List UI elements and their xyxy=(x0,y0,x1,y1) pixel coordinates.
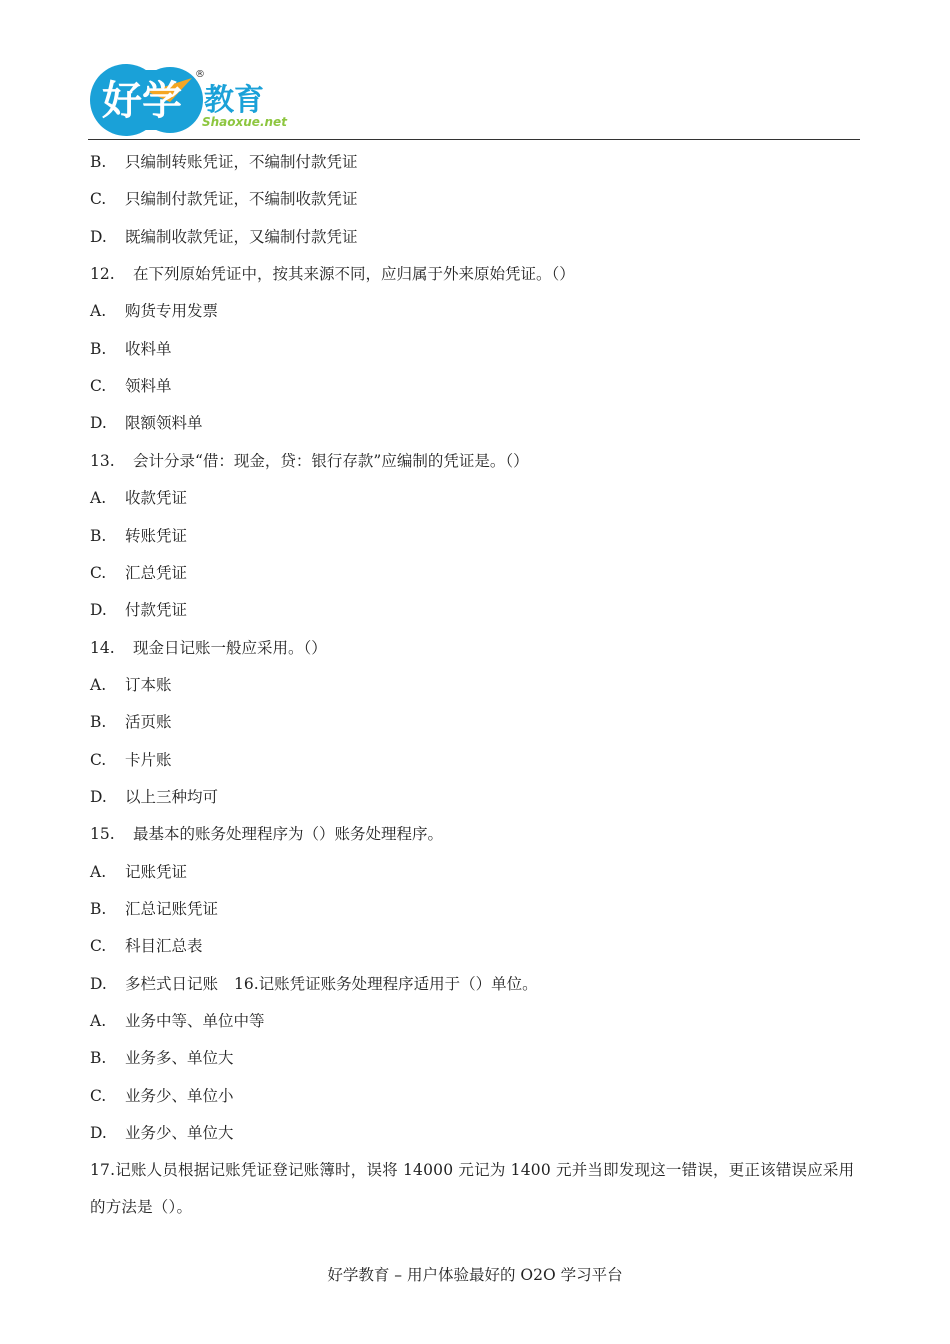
option-line xyxy=(90,675,172,695)
option-line xyxy=(90,1011,265,1031)
option-line xyxy=(90,974,538,994)
option-line xyxy=(90,189,358,209)
option-text: 业务中等、单位中等 xyxy=(125,1012,265,1031)
option-label: D. xyxy=(90,227,107,246)
option-text: 限额领料单 xyxy=(125,414,203,433)
option-label: B. xyxy=(90,1049,107,1068)
option-label: A. xyxy=(90,862,107,881)
page-header xyxy=(88,62,860,140)
option-line xyxy=(90,227,358,247)
option-text: 科目汇总表 xyxy=(125,937,203,956)
option-line xyxy=(90,376,172,396)
option-text: 付款凭证 xyxy=(125,601,188,620)
option-label: D. xyxy=(90,974,107,993)
option-text: 多栏式日记账 xyxy=(125,974,219,993)
shaoxue-logo xyxy=(88,62,288,140)
question-text: 会计分录“借：现金，贷：银行存款”应编制的凭证是。（） xyxy=(133,451,529,470)
logo-url-text: Shaoxue.net xyxy=(202,115,287,129)
question-number: 15. xyxy=(90,825,115,844)
option-label: C. xyxy=(90,1086,107,1105)
option-label: A. xyxy=(90,675,107,694)
option-label: C. xyxy=(90,377,107,396)
question-line xyxy=(90,451,529,471)
logo-registered-mark: ® xyxy=(195,69,205,80)
question-text: 最基本的账务处理程序为（）账务处理程序。 xyxy=(133,825,444,844)
option-line xyxy=(90,899,218,919)
option-text: 只编制转账凭证，不编制付款凭证 xyxy=(125,153,358,171)
question-text: 现金日记账一般应采用。（） xyxy=(133,638,327,657)
page-footer: 好学教育 – 用户体验最好的 O2O 学习平台 xyxy=(327,1266,623,1284)
question-17: 17.记账人员根据记账凭证登记账簿时，误将 14000 元记为 1400 元并当即发现这一错误，更正该错误应采用的方法是（）。 xyxy=(90,1161,855,1216)
logo-main-text: 好学 xyxy=(102,78,182,124)
option-line xyxy=(90,152,358,172)
option-line xyxy=(90,750,172,770)
option-text: 订本账 xyxy=(125,675,172,694)
option-line xyxy=(90,712,172,732)
question-text: 在下列原始凭证中，按其来源不同，应归属于外来原始凭证。（） xyxy=(133,265,575,284)
option-label: D. xyxy=(90,601,107,620)
option-label: B. xyxy=(90,713,107,732)
question-number: 14. xyxy=(90,638,115,657)
option-label: C. xyxy=(90,750,107,769)
option-label: D. xyxy=(90,1124,107,1143)
option-label: B. xyxy=(90,153,107,171)
option-label: A. xyxy=(90,302,107,321)
option-label: A. xyxy=(90,489,107,508)
option-text: 收料单 xyxy=(125,339,172,358)
option-line xyxy=(90,301,218,321)
option-line xyxy=(90,787,218,807)
option-line xyxy=(90,563,187,583)
option-text: 收款凭证 xyxy=(125,489,188,508)
option-text: 汇总凭证 xyxy=(125,563,188,582)
option-text: 转账凭证 xyxy=(125,526,188,545)
option-label: B. xyxy=(90,900,107,918)
option-text: 业务少、单位大 xyxy=(125,1124,234,1143)
header-divider xyxy=(88,139,860,140)
option-text: 既编制收款凭证，又编制付款凭证 xyxy=(125,227,358,246)
option-line xyxy=(90,526,187,546)
option-line xyxy=(90,600,187,620)
option-line xyxy=(90,413,203,433)
option-label: C. xyxy=(90,563,107,582)
option-text: 业务多、单位大 xyxy=(125,1049,234,1068)
option-text: 领料单 xyxy=(125,377,172,396)
option-label: C. xyxy=(90,937,107,956)
question-number: 12. xyxy=(90,265,115,284)
option-text: 卡片账 xyxy=(125,750,172,769)
question-line xyxy=(90,638,327,658)
option-line xyxy=(90,862,187,882)
option-line xyxy=(90,339,172,359)
option-label: A. xyxy=(90,1012,107,1031)
option-text: 记账凭证 xyxy=(125,862,188,881)
option-label: B. xyxy=(90,339,107,358)
question-number: 13. xyxy=(90,451,115,470)
option-line xyxy=(90,1086,234,1106)
option-text: 以上三种均可 xyxy=(125,787,219,806)
option-line xyxy=(90,936,203,956)
question-line xyxy=(90,264,575,284)
option-text: 只编制付款凭证，不编制收款凭证 xyxy=(125,190,358,209)
question-text-inline: 16.记账凭证账务处理程序适用于（）单位。 xyxy=(234,974,538,993)
option-label: D. xyxy=(90,414,107,433)
option-label: C. xyxy=(90,190,107,209)
option-line xyxy=(90,488,187,508)
option-text: 购货专用发票 xyxy=(125,302,219,321)
option-label: B. xyxy=(90,526,107,545)
option-text: 业务少、单位小 xyxy=(125,1086,234,1105)
option-label: D. xyxy=(90,787,107,806)
option-text: 汇总记账凭证 xyxy=(125,900,219,918)
option-line xyxy=(90,1123,234,1143)
option-line xyxy=(90,1048,234,1068)
logo-sub-text: 教育 xyxy=(204,83,264,118)
question-line xyxy=(90,824,443,844)
option-text: 活页账 xyxy=(125,713,172,732)
